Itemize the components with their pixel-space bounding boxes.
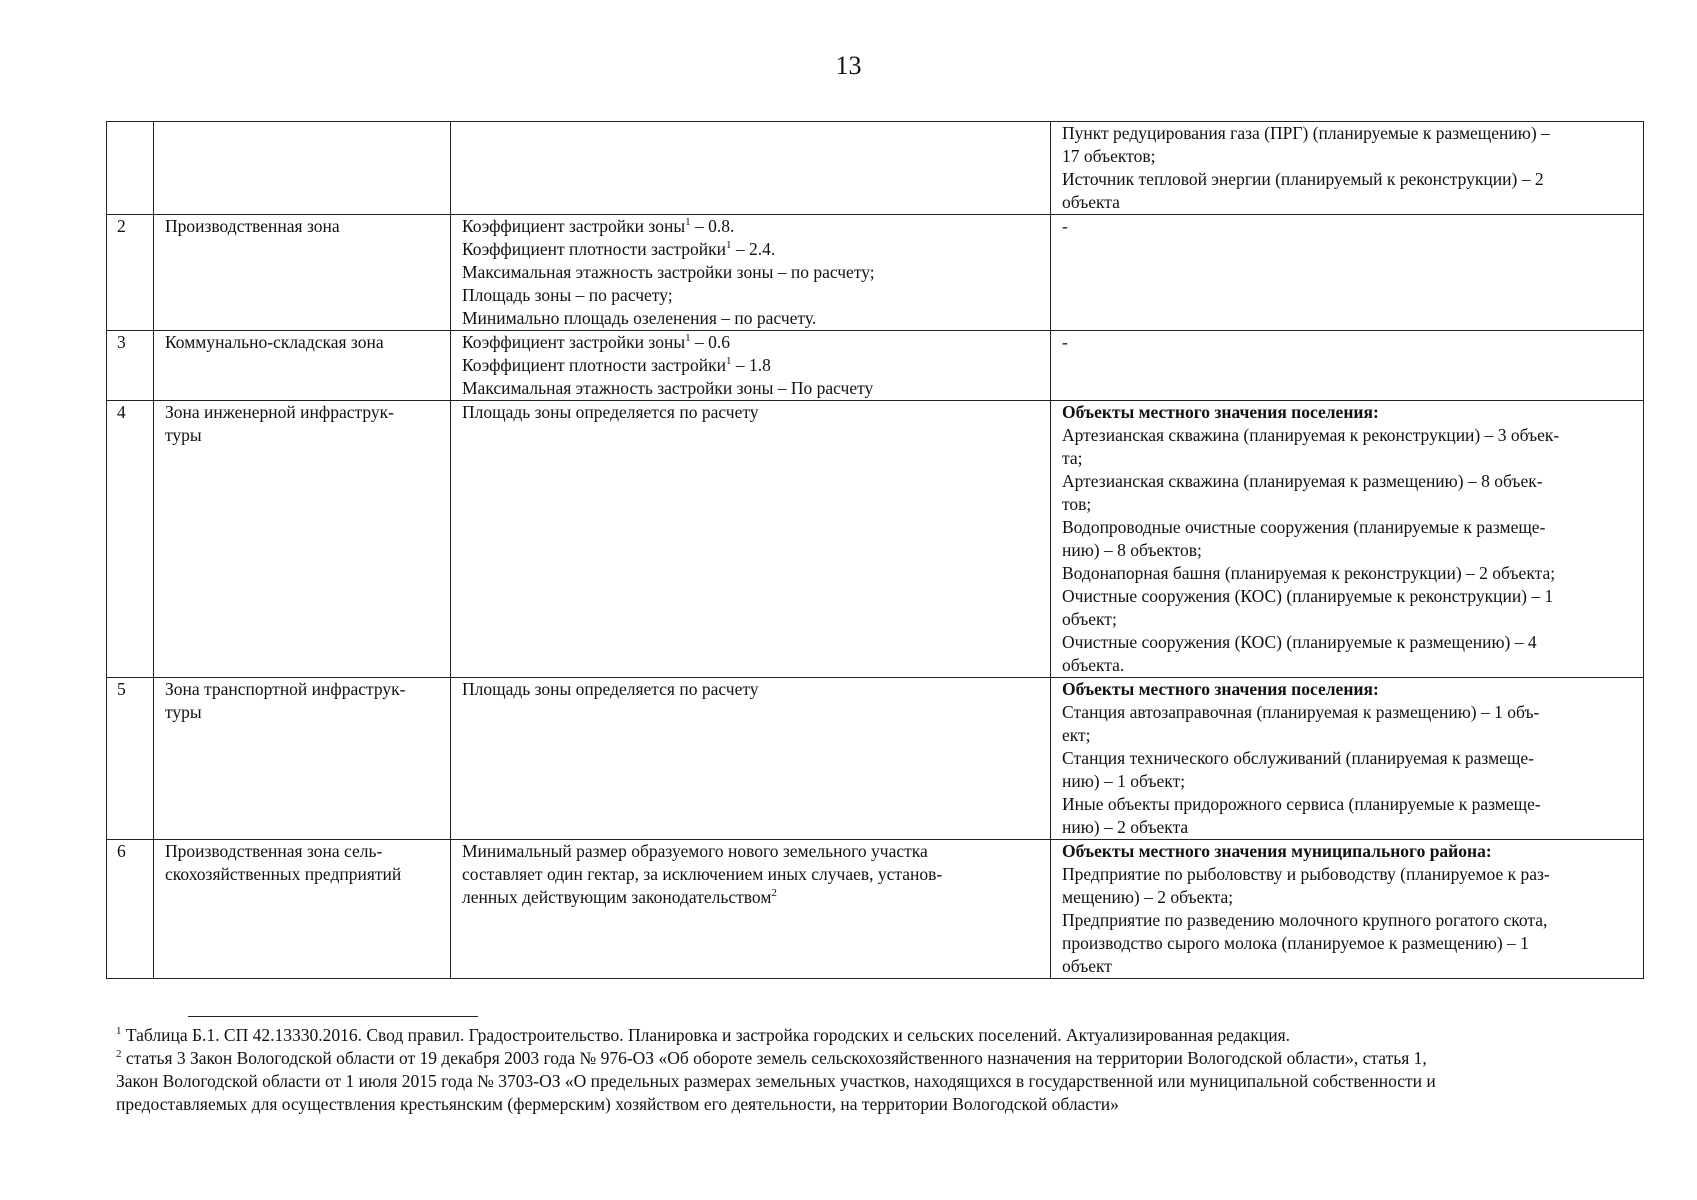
- zone-name-line: Коммунально-складская зона: [165, 332, 384, 352]
- param-value: – 2.4.: [731, 239, 776, 259]
- object-line: Источник тепловой энергии (планируемый к реконструкции) – 2: [1062, 169, 1544, 189]
- object-line: -: [1062, 216, 1068, 236]
- zone-objects-cell: [1051, 331, 1644, 401]
- param-text: составляет один гектар, за исключением иных случаев, установ-: [462, 864, 943, 884]
- zone-name-cell: [154, 678, 451, 840]
- object-line: Станция технического обслуживаний (планируемая к размеще-: [1062, 748, 1535, 768]
- zone-number-cell: [107, 215, 154, 331]
- page-number: 13: [835, 51, 862, 80]
- object-line: тов;: [1062, 494, 1092, 514]
- zone-objects-cell: [1051, 401, 1644, 678]
- zone-number: 5: [117, 679, 126, 699]
- param-text: Максимальная этажность застройки зоны – По расчету: [462, 378, 874, 398]
- zone-objects-cell: [1051, 678, 1644, 840]
- table-row: [107, 401, 1644, 678]
- objects-heading: Объекты местного значения муниципального района:: [1062, 841, 1492, 861]
- zone-name-line: Зона инженерной инфраструк-: [165, 402, 394, 422]
- zone-number-cell: [107, 122, 154, 215]
- footnotes: [116, 1024, 1646, 1116]
- zones-table: [106, 121, 1644, 979]
- param-line: [462, 401, 1043, 424]
- footnote-text: Закон Вологодской области от 1 июля 2015 года № 3703-ОЗ «О предельных размерах земельных участков, находящихся в государственной или муниципальной собственности и: [116, 1071, 1436, 1091]
- table-row: [107, 678, 1644, 840]
- footnote-ref: 1: [726, 239, 732, 252]
- zone-number-cell: [107, 678, 154, 840]
- zone-objects-cell: [1051, 215, 1644, 331]
- zone-number-cell: [107, 840, 154, 979]
- footnote-ref: 2: [771, 887, 777, 900]
- object-line: мещению) – 2 объекта;: [1062, 887, 1234, 907]
- param-line: [462, 238, 1043, 261]
- object-line: Очистные сооружения (КОС) (планируемые к реконструкции) – 1: [1062, 586, 1554, 606]
- object-line: -: [1062, 332, 1068, 352]
- zone-params-cell: [451, 401, 1051, 678]
- table-row: [107, 122, 1644, 215]
- param-text: Площадь зоны определяется по расчету: [462, 402, 759, 422]
- zone-name-line: скохозяйственных предприятий: [165, 864, 402, 884]
- param-line: [462, 678, 1043, 701]
- param-line: [462, 307, 1043, 330]
- param-value: – 0.8.: [690, 216, 735, 236]
- zone-name-line: туры: [165, 425, 202, 445]
- param-text: Минимальный размер образуемого нового земельного участка: [462, 841, 928, 861]
- zone-params-cell: [451, 215, 1051, 331]
- zone-name-line: Зона транспортной инфраструк-: [165, 679, 406, 699]
- object-line: объект;: [1062, 609, 1117, 629]
- zone-params-cell: [451, 122, 1051, 215]
- footnote-ref: 1: [685, 332, 691, 345]
- object-line: Иные объекты придорожного сервиса (планируемые к размеще-: [1062, 794, 1541, 814]
- zone-name-cell: [154, 122, 451, 215]
- zone-number: 6: [117, 841, 126, 861]
- param-text: Площадь зоны определяется по расчету: [462, 679, 759, 699]
- object-line: Водонапорная башня (планируемая к реконструкции) – 2 объекта;: [1062, 563, 1556, 583]
- param-value: – 0.6: [690, 332, 730, 352]
- zone-name-line: туры: [165, 702, 202, 722]
- zone-number-cell: [107, 401, 154, 678]
- zone-name-cell: [154, 331, 451, 401]
- zone-number: 2: [117, 216, 126, 236]
- object-line: Водопроводные очистные сооружения (планируемые к размеще-: [1062, 517, 1546, 537]
- object-line: объекта.: [1062, 655, 1125, 675]
- footnote-text: Таблица Б.1. СП 42.13330.2016. Свод правил. Градостроительство. Планировка и застройка городских и сельских поселений. Актуализированная редакция.: [125, 1025, 1291, 1045]
- param-value: – 1.8: [731, 355, 771, 375]
- zone-name-line: Производственная зона: [165, 216, 340, 236]
- objects-heading: Объекты местного значения поселения:: [1062, 402, 1379, 422]
- param-text: ленных действующим законодательством: [462, 887, 772, 907]
- objects-heading: Объекты местного значения поселения:: [1062, 679, 1379, 699]
- zone-name-cell: [154, 840, 451, 979]
- param-line: [462, 354, 1043, 377]
- object-line: нию) – 8 объектов;: [1062, 540, 1202, 560]
- object-line: объект: [1062, 956, 1112, 976]
- object-line: Предприятие по рыболовству и рыбоводству (планируемое к раз-: [1062, 864, 1550, 884]
- footnote: [116, 1024, 1646, 1047]
- table-row: [107, 331, 1644, 401]
- object-line: нию) – 2 объекта: [1062, 817, 1189, 837]
- param-line: [462, 840, 1043, 863]
- param-text: Коэффициент застройки зоны: [462, 216, 686, 236]
- zone-number: 3: [117, 332, 126, 352]
- param-line: [462, 331, 1043, 354]
- footnote-text: предоставляемых для осуществления крестьянским (фермерским) хозяйством его деятельности, на территории Вологодской области»: [116, 1094, 1119, 1114]
- zone-number: 4: [117, 402, 126, 422]
- object-line: та;: [1062, 448, 1083, 468]
- param-text: Коэффициент плотности застройки: [462, 239, 727, 259]
- zone-name-cell: [154, 401, 451, 678]
- object-line: Предприятие по разведению молочного крупного рогатого скота,: [1062, 910, 1548, 930]
- zone-params-cell: [451, 840, 1051, 979]
- param-line: [462, 261, 1043, 284]
- footnote-mark: 2: [116, 1048, 122, 1061]
- zone-objects-cell: [1051, 122, 1644, 215]
- zone-name-line: Производственная зона сель-: [165, 841, 383, 861]
- param-text: Коэффициент плотности застройки: [462, 355, 727, 375]
- param-line: [462, 215, 1043, 238]
- table-row: [107, 840, 1644, 979]
- param-line: [462, 284, 1043, 307]
- param-line: [462, 886, 1043, 909]
- object-line: Очистные сооружения (КОС) (планируемые к размещению) – 4: [1062, 632, 1537, 652]
- footnote-ref: 1: [726, 355, 732, 368]
- footnote-text: статья 3 Закон Вологодской области от 19 декабря 2003 года № 976-ОЗ «Об обороте земель сельскохозяйственного назначения на территории Вологодской области», статья 1,: [125, 1048, 1427, 1068]
- param-text: Площадь зоны – по расчету;: [462, 285, 673, 305]
- object-line: производство сырого молока (планируемое к размещению) – 1: [1062, 933, 1529, 953]
- footnote-mark: 1: [116, 1025, 122, 1038]
- param-line: [462, 377, 1043, 400]
- param-text: Коэффициент застройки зоны: [462, 332, 686, 352]
- object-line: объекта: [1062, 192, 1120, 212]
- zones-table-body: [107, 122, 1644, 979]
- zone-params-cell: [451, 678, 1051, 840]
- object-line: Станция автозаправочная (планируемая к размещению) – 1 объ-: [1062, 702, 1540, 722]
- zone-params-cell: [451, 331, 1051, 401]
- object-line: нию) – 1 объект;: [1062, 771, 1186, 791]
- zone-number-cell: [107, 331, 154, 401]
- param-line: [462, 863, 1043, 886]
- object-line: Артезианская скважина (планируемая к реконструкции) – 3 объек-: [1062, 425, 1560, 445]
- object-line: Артезианская скважина (планируемая к размещению) – 8 объек-: [1062, 471, 1543, 491]
- footnote-separator: [188, 1016, 478, 1017]
- zone-name-cell: [154, 215, 451, 331]
- object-line: 17 объектов;: [1062, 146, 1156, 166]
- table-row: [107, 215, 1644, 331]
- footnote-ref: 1: [685, 216, 691, 229]
- param-text: Максимальная этажность застройки зоны – по расчету;: [462, 262, 875, 282]
- footnote: [116, 1047, 1646, 1116]
- param-text: Минимально площадь озеленения – по расчету.: [462, 308, 817, 328]
- object-line: ект;: [1062, 725, 1091, 745]
- object-line: Пункт редуцирования газа (ПРГ) (планируемые к размещению) –: [1062, 123, 1550, 143]
- zone-objects-cell: [1051, 840, 1644, 979]
